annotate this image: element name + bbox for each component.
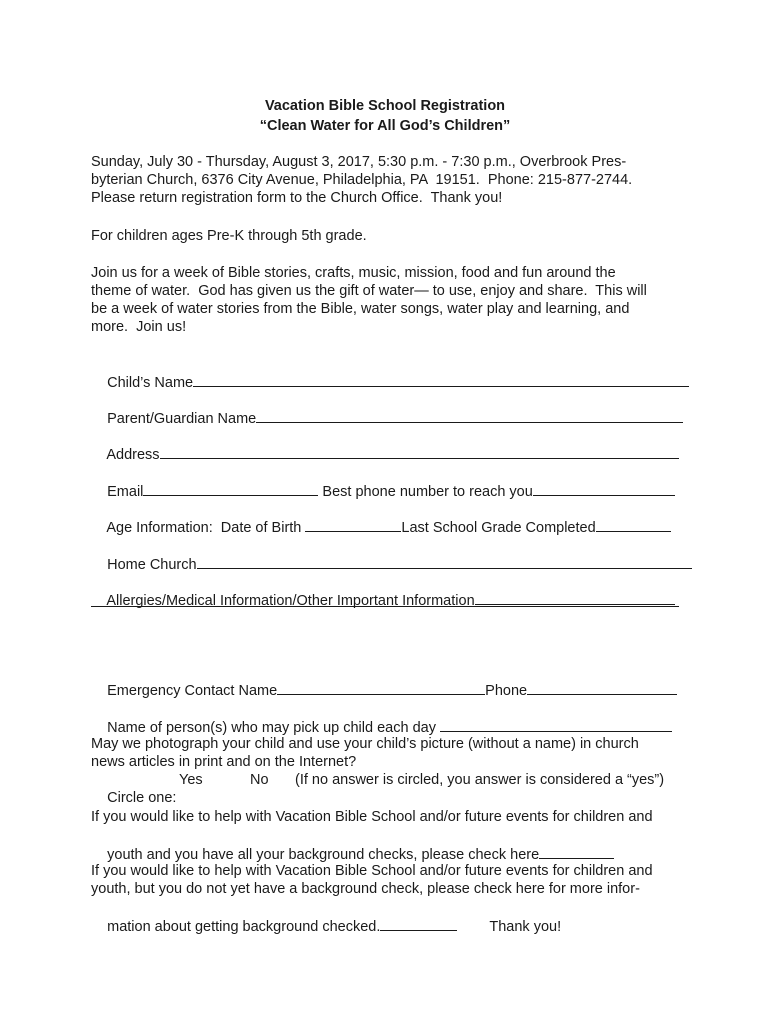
child-name-blank[interactable] bbox=[193, 372, 689, 387]
best-phone-blank[interactable] bbox=[533, 481, 675, 496]
photo-line-1: May we photograph your child and use your child’s picture (without a name) in church bbox=[91, 736, 639, 752]
allergies-blank-line-2[interactable] bbox=[91, 606, 679, 607]
intro-line-2: byterian Church, 6376 City Avenue, Philadelphia, PA 19151. Phone: 215-877-2744. bbox=[91, 172, 633, 188]
volunteer-checked-line-1: If you would like to help with Vacation Bible School and/or future events for children and bbox=[91, 809, 653, 825]
volunteer-unchecked-line-3: mation about getting background checked. bbox=[107, 919, 381, 935]
pickup-blank[interactable] bbox=[440, 717, 672, 732]
volunteer-unchecked-line-2: youth, but you do not yet have a background check, please check here for more infor- bbox=[91, 881, 640, 897]
description-line-4: more. Join us! bbox=[91, 319, 187, 335]
emergency-contact-blank[interactable] bbox=[277, 680, 485, 695]
emergency-phone-blank[interactable] bbox=[527, 680, 677, 695]
volunteer-unchecked-row bbox=[91, 898, 561, 954]
volunteer-unchecked-blank[interactable] bbox=[380, 916, 457, 931]
intro-line-3: Please return registration form to the Church Office. Thank you! bbox=[91, 190, 503, 206]
last-grade-label: Last School Grade Completed bbox=[401, 520, 596, 536]
email-blank[interactable] bbox=[143, 481, 318, 496]
volunteer-checked-line-2: youth and you have all your background checks, please check here bbox=[107, 847, 540, 863]
intro-line-1: Sunday, July 30 - Thursday, August 3, 2017, 5:30 p.m. - 7:30 p.m., Overbrook Pres- bbox=[91, 154, 627, 170]
no-option[interactable]: No bbox=[250, 772, 269, 788]
pickup-label: Name of person(s) who may pick up child each day bbox=[107, 720, 436, 736]
emergency-contact-label: Emergency Contact Name bbox=[107, 683, 278, 699]
emergency-phone-label: Phone bbox=[485, 683, 528, 699]
allergies-blank[interactable] bbox=[475, 590, 675, 605]
description-line-3: be a week of water stories from the Bible, water songs, water play and learning, and bbox=[91, 301, 630, 317]
last-grade-blank[interactable] bbox=[596, 517, 671, 532]
photo-note: (If no answer is circled, you answer is considered a “yes”) bbox=[295, 772, 665, 788]
description-line-2: theme of water. God has given us the gift of water— to use, enjoy and share. This will bbox=[91, 283, 647, 299]
volunteer-unchecked-line-1: If you would like to help with Vacation Bible School and/or future events for children and bbox=[91, 863, 653, 879]
form-title: Vacation Bible School Registration bbox=[264, 98, 506, 114]
date-of-birth-blank[interactable] bbox=[305, 517, 401, 532]
form-subtitle: “Clean Water for All God’s Children” bbox=[259, 118, 511, 134]
age-info-label: Age Information: Date of Birth bbox=[106, 520, 302, 536]
allergies-label: Allergies/Medical Information/Other Important Information bbox=[106, 593, 475, 609]
home-church-label: Home Church bbox=[107, 557, 197, 573]
allergies-row bbox=[91, 572, 675, 628]
ages-text: For children ages Pre-K through 5th grade. bbox=[91, 228, 367, 244]
home-church-blank[interactable] bbox=[197, 554, 692, 569]
volunteer-checked-blank[interactable] bbox=[539, 844, 614, 859]
thank-you-text: Thank you! bbox=[489, 919, 562, 935]
photo-line-2: news articles in print and on the Internet? bbox=[91, 754, 357, 770]
address-label: Address bbox=[106, 447, 160, 463]
circle-one-label: Circle one: bbox=[107, 790, 177, 806]
best-phone-label: Best phone number to reach you bbox=[322, 484, 533, 500]
yes-option[interactable]: Yes bbox=[179, 772, 203, 788]
address-blank[interactable] bbox=[160, 444, 679, 459]
parent-name-blank[interactable] bbox=[256, 408, 683, 423]
child-name-label: Child’s Name bbox=[107, 375, 194, 391]
description-line-1: Join us for a week of Bible stories, crafts, music, mission, food and fun around the bbox=[91, 265, 616, 281]
parent-name-label: Parent/Guardian Name bbox=[107, 411, 257, 427]
email-label: Email bbox=[107, 484, 144, 500]
